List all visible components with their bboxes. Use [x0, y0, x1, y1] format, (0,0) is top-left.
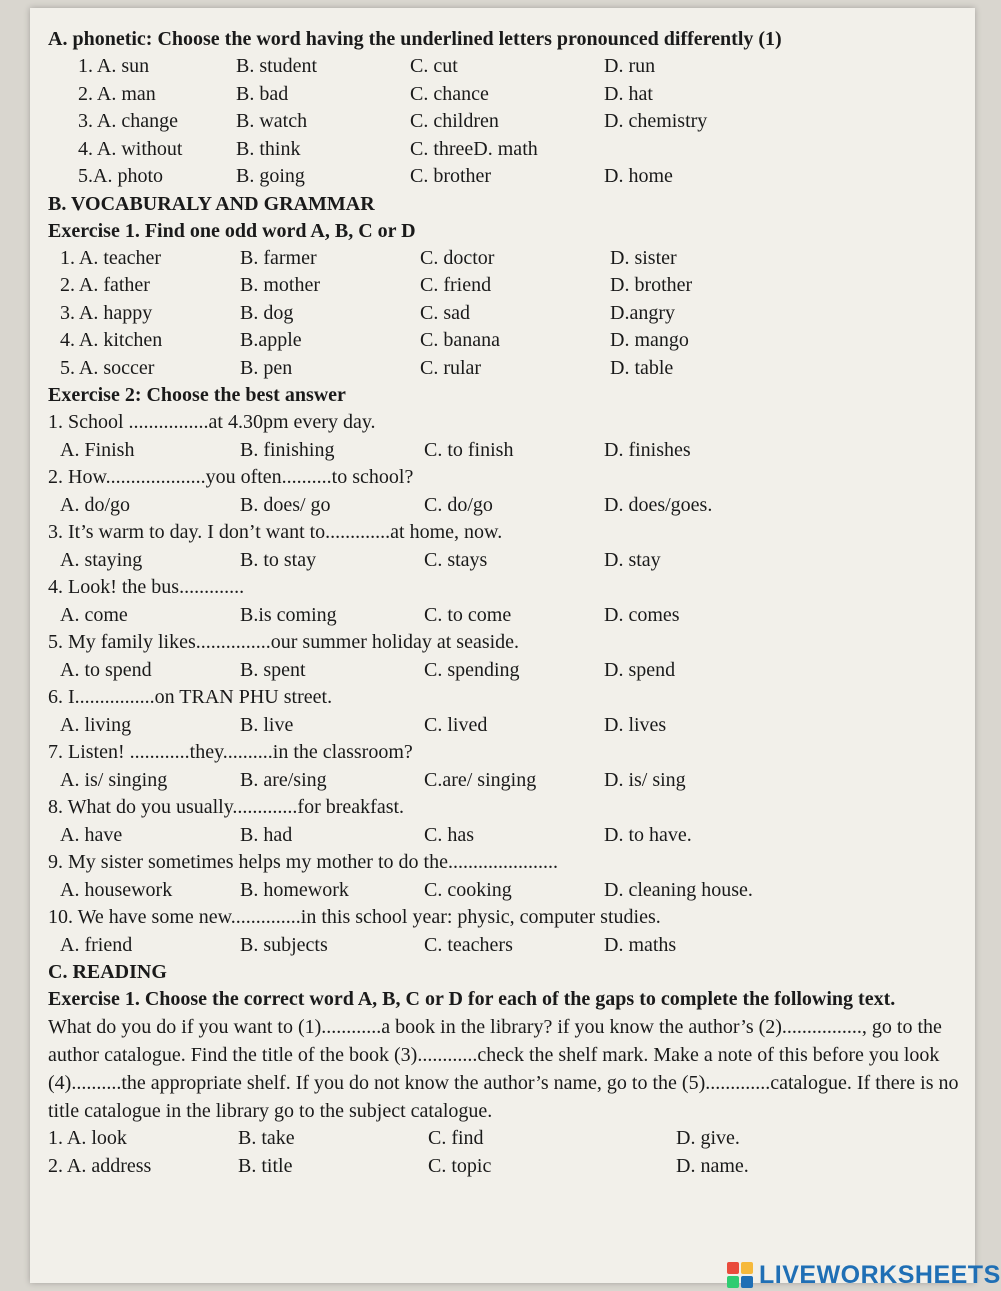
option-b: B. to stay: [240, 548, 317, 571]
option-a: A. housework: [60, 878, 173, 901]
option-a: A. staying: [60, 548, 143, 571]
option-a: A. come: [60, 603, 128, 626]
option-a: A. have: [60, 823, 123, 846]
option-c: C. sad: [420, 301, 470, 324]
odd-word-row: [48, 327, 968, 355]
option-b: B. had: [240, 823, 293, 846]
option-b: B. farmer: [240, 246, 317, 269]
option-b: B. think: [236, 137, 301, 160]
question-text: 10. We have some new..............in this school year: physic, computer studies.: [48, 906, 661, 928]
option-d: D. finishes: [604, 438, 691, 461]
option-b: B. spent: [240, 658, 306, 681]
phonetic-row: [48, 163, 968, 191]
option-d: D. table: [610, 356, 674, 379]
reading-exercise-title: Exercise 1. Choose the correct word A, B, C or D for each of the gaps to complete the following text.: [48, 988, 896, 1010]
question-text: 1. School ................at 4.30pm every day.: [48, 411, 376, 433]
option-a: 1. A. teacher: [60, 246, 162, 269]
question-text: 4. Look! the bus.............: [48, 576, 245, 598]
option-c: C. topic: [428, 1154, 492, 1177]
option-b: B. watch: [236, 110, 308, 132]
option-a: A. Finish: [60, 438, 135, 461]
exercise-1-title: Exercise 1. Find one odd word A, B, C or D: [48, 219, 416, 242]
worksheet-content: [48, 26, 968, 1180]
option-d: D. comes: [604, 603, 680, 626]
option-c: C. doctor: [420, 246, 495, 269]
option-c: C. brother: [410, 165, 492, 187]
question-text: 5. My family likes...............our summer holiday at seaside.: [48, 631, 520, 653]
question-text: 7. Listen! ............they..........in the classroom?: [48, 741, 413, 763]
option-c: C. friend: [420, 274, 492, 296]
option-d: D. is/ sing: [604, 768, 686, 791]
answer-options-row: [48, 437, 968, 465]
option-a: A. living: [60, 713, 132, 736]
option-d: D. home: [604, 165, 673, 187]
answer-options-row: [48, 932, 968, 960]
answer-options-row: [48, 602, 968, 630]
option-c: C. lived: [424, 713, 488, 736]
option-b: B. student: [236, 55, 318, 77]
exercise-2-title: Exercise 2: Choose the best answer: [48, 384, 346, 406]
phonetic-questions: [48, 53, 968, 191]
odd-word-row: [48, 355, 968, 383]
option-b: B. take: [238, 1127, 295, 1149]
reading-options-row: [48, 1125, 968, 1153]
option-c: C. rular: [420, 356, 482, 379]
option-c: C. cut: [410, 55, 458, 77]
option-d: D. to have.: [604, 823, 692, 846]
option-b: B. subjects: [240, 933, 328, 956]
reading-passage: What do you do if you want to (1)............a book in the library? if you know the author’s (2)................, go to the author catalogue. Find the title of the book (3)............check the shelf mark. Make a note of this before you look (4)..........the appropriate shelf. If you do not know the author’s name, go to the (5).............catalogue. If there is no title catalogue in the library go to the subject catalogue.: [48, 1016, 959, 1122]
option-c: C. to finish: [424, 438, 514, 461]
option-c: C.are/ singing: [424, 768, 537, 791]
option-b: B.apple: [240, 329, 302, 351]
question-text: 3. It’s warm to day. I don’t want to.............at home, now.: [48, 521, 503, 543]
option-d: D. spend: [604, 658, 676, 681]
option-c: C. banana: [420, 329, 500, 351]
option-d: D. chemistry: [604, 110, 708, 132]
answer-options-row: [48, 657, 968, 685]
phonetic-row: [48, 81, 968, 109]
option-a: 2. A. man: [78, 82, 156, 105]
option-c: C. chance: [410, 82, 489, 105]
option-d: D. does/goes.: [604, 493, 713, 516]
worksheet-page: [30, 8, 1001, 1289]
phonetic-row: [48, 108, 968, 136]
option-b: B. are/sing: [240, 768, 327, 791]
section-c-title: C. READING: [48, 961, 167, 983]
option-a: A. is/ singing: [60, 768, 168, 791]
option-c: C. cooking: [424, 878, 512, 901]
option-a: 3. A. change: [78, 110, 178, 132]
option-b: B. finishing: [240, 438, 335, 461]
reading-options-row: [48, 1153, 968, 1181]
option-b: B. bad: [236, 82, 289, 105]
best-answer-questions: [48, 409, 968, 959]
option-a: 2. A. address: [48, 1154, 152, 1177]
answer-options-row: [48, 712, 968, 740]
option-c: C. find: [428, 1127, 484, 1149]
option-a: 5.A. photo: [78, 165, 163, 187]
option-c: C. do/go: [424, 493, 493, 516]
answer-options-row: [48, 547, 968, 575]
liveworksheets-logo-icon: [727, 1262, 753, 1288]
answer-options-row: [48, 767, 968, 795]
option-a: A. to spend: [60, 658, 152, 681]
odd-word-row: [48, 245, 968, 273]
liveworksheets-brand: [727, 1260, 1001, 1290]
question-text: 2. How....................you often..........to school?: [48, 466, 414, 488]
option-b: B.is coming: [240, 603, 337, 626]
option-d: D. hat: [604, 82, 653, 105]
option-b: B. title: [238, 1154, 293, 1177]
option-d: D. brother: [610, 274, 693, 296]
option-c: C. teachers: [424, 933, 513, 956]
option-a: 4. A. without: [78, 137, 183, 160]
option-d: D. stay: [604, 548, 661, 571]
option-a: 1. A. sun: [78, 55, 150, 77]
phonetic-row: [48, 136, 968, 164]
brand-name: LIVEWORKSHEETS: [759, 1260, 1001, 1289]
option-d: D. sister: [610, 246, 677, 269]
answer-options-row: [48, 877, 968, 905]
odd-word-row: [48, 300, 968, 328]
option-c: C. to come: [424, 603, 512, 626]
option-d: D. mango: [610, 329, 689, 351]
answer-options-row: [48, 492, 968, 520]
option-b: B. going: [236, 165, 305, 187]
option-a: 4. A. kitchen: [60, 329, 163, 351]
reading-options: [48, 1125, 968, 1180]
section-b-title: B. VOCABURALY AND GRAMMAR: [48, 192, 375, 215]
question-text: 6. I................on TRAN PHU street.: [48, 686, 333, 708]
option-a: 2. A. father: [60, 274, 150, 296]
option-c: C. spending: [424, 658, 520, 681]
option-b: B. pen: [240, 356, 293, 379]
option-b: B. homework: [240, 878, 349, 901]
option-d: D.angry: [610, 301, 675, 324]
option-d: D. run: [604, 55, 656, 77]
option-c: C. children: [410, 110, 499, 132]
question-text: 8. What do you usually.............for breakfast.: [48, 796, 405, 818]
option-b: B. does/ go: [240, 493, 331, 516]
phonetic-row: [48, 53, 968, 81]
option-a: 1. A. look: [48, 1127, 127, 1149]
option-b: B. live: [240, 713, 294, 736]
option-b: B. mother: [240, 274, 320, 296]
option-d: D. maths: [604, 933, 677, 956]
option-c: C. stays: [424, 548, 488, 571]
option-c: C. threeD. math: [410, 137, 538, 160]
option-a: A. friend: [60, 933, 133, 956]
odd-word-row: [48, 272, 968, 300]
option-a: 3. A. happy: [60, 301, 153, 324]
section-a-title: A. phonetic: Choose the word having the underlined letters pronounced differently (1): [48, 28, 782, 50]
option-a: A. do/go: [60, 493, 130, 516]
question-text: 9. My sister sometimes helps my mother to do the......................: [48, 851, 558, 873]
option-d: D. lives: [604, 713, 667, 736]
option-b: B. dog: [240, 301, 294, 324]
option-d: D. cleaning house.: [604, 878, 753, 901]
option-c: C. has: [424, 823, 474, 846]
option-a: 5. A. soccer: [60, 356, 155, 379]
odd-word-questions: [48, 245, 968, 383]
option-d: D. give.: [676, 1127, 740, 1149]
option-d: D. name.: [676, 1154, 749, 1177]
answer-options-row: [48, 822, 968, 850]
